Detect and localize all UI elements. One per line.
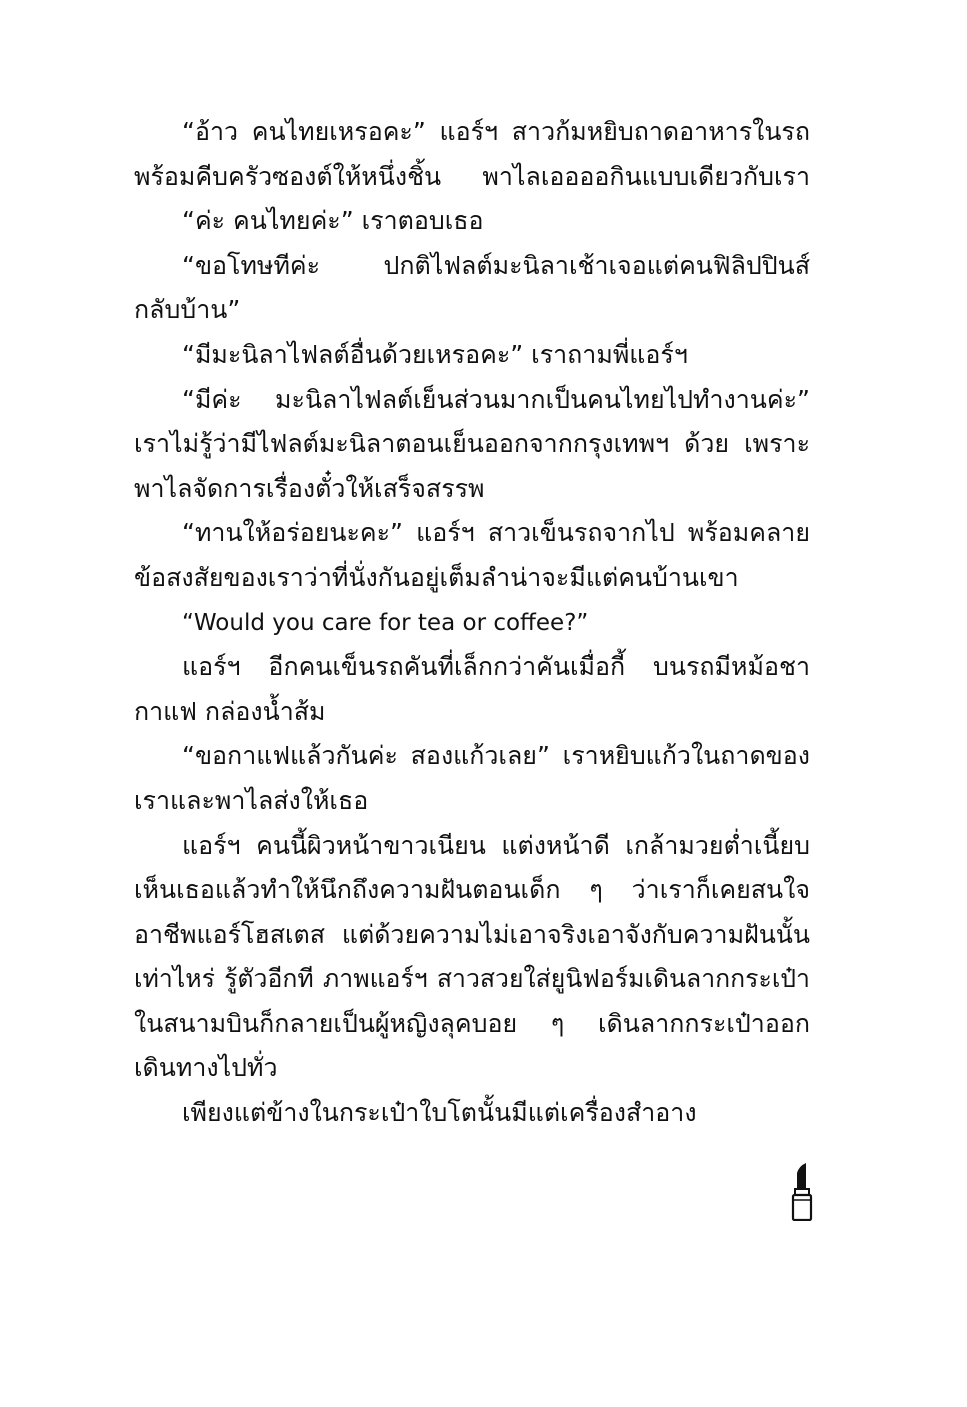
text-line: “อ้าว คนไทยเหรอคะ” แอร์ฯ สาวก้มหยิบถาดอาหารในรถ bbox=[182, 117, 810, 146]
text-line: “ค่ะ คนไทยค่ะ” เราตอบเธอ bbox=[182, 206, 484, 236]
text-line: เดินทางไปทั่ว bbox=[134, 1053, 278, 1083]
text-line: “มีมะนิลาไฟลต์อื่นด้วยเหรอคะ” เราถามพี่แอร์ฯ bbox=[182, 339, 688, 369]
text-line: ข้อสงสัยของเราว่าที่นั่งกันอยู่เต็มลำน่าจะมีแต่คนบ้านเขา bbox=[134, 562, 739, 592]
text-line: เพียงแต่ข้างในกระเป๋าใบโตนั้นมีแต่เครื่องสำอาง bbox=[182, 1098, 697, 1128]
text-line: พร้อมคีบครัวซองต์ให้หนึ่งชิ้น พาไลเออออกินแบบเดียวกับเรา bbox=[134, 161, 810, 191]
text-line: กาแฟ กล่องน้ำส้ม bbox=[134, 696, 326, 726]
body-text bbox=[134, 110, 810, 1136]
text-line: ในสนามบินก็กลายเป็นผู้หญิงลุคบอย ๆ เดินลากกระเป๋าออก bbox=[134, 1008, 810, 1038]
text-line: แอร์ฯ อีกคนเข็นรถคันที่เล็กกว่าคันเมื่อกี้ บนรถมีหม้อชา bbox=[182, 652, 810, 682]
text-line: “ขอโทษทีค่ะ ปกติไฟลต์มะนิลาเช้าเจอแต่คนฟิลิปปินส์ bbox=[182, 250, 810, 280]
lipstick-icon bbox=[790, 1163, 814, 1221]
text-line: กลับบ้าน” bbox=[134, 295, 241, 325]
text-line: เห็นเธอแล้วทำให้นึกถึงความฝันตอนเด็ก ๆ ว่าเราก็เคยสนใจ bbox=[134, 875, 810, 905]
text-line: แอร์ฯ คนนี้ผิวหน้าขาวเนียน แต่งหน้าดี เกล้ามวยต่ำเนี้ยบ bbox=[182, 830, 810, 860]
text-line: “Would you care for tea or coffee?” bbox=[182, 609, 589, 636]
text-line: พาไลจัดการเรื่องตั๋วให้เสร็จสรรพ bbox=[134, 473, 485, 503]
text-line: เราและพาไลส่งให้เธอ bbox=[134, 785, 369, 815]
text-line: อาชีพแอร์โฮสเตส แต่ด้วยความไม่เอาจริงเอาจังกับความฝันนั้น bbox=[134, 919, 810, 949]
text-line: เราไม่รู้ว่ามีไฟลต์มะนิลาตอนเย็นออกจากกรุงเทพฯ ด้วย เพราะ bbox=[134, 429, 810, 459]
text-line: “มีค่ะ มะนิลาไฟลต์เย็นส่วนมากเป็นคนไทยไปทำงานค่ะ” bbox=[182, 384, 810, 414]
text-line: เท่าไหร่ รู้ตัวอีกที ภาพแอร์ฯ สาวสวยใส่ยูนิฟอร์มเดินลากกระเป๋า bbox=[134, 964, 810, 994]
text-line: “ขอกาแฟแล้วกันค่ะ สองแก้วเลย” เราหยิบแก้วในถาดของ bbox=[182, 741, 810, 771]
text-line: “ทานให้อร่อยนะคะ” แอร์ฯ สาวเข็นรถจากไป พร้อมคลาย bbox=[182, 518, 810, 548]
